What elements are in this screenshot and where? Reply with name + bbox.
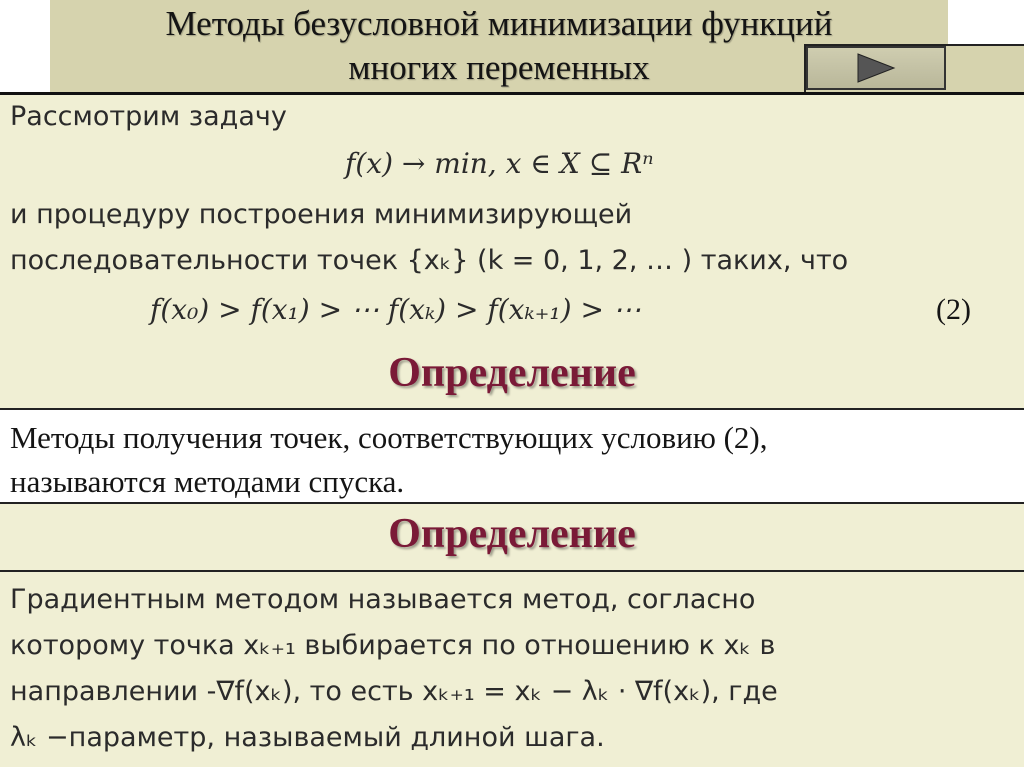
definition1-line2: называются методами спуска. (10, 464, 405, 499)
slide-title-line2: многих переменных (348, 48, 650, 87)
equation-number: (2) (936, 293, 971, 326)
problem-panel (0, 95, 1024, 408)
definition2-line2: которому точка xₖ₊₁ выбирается по отношению к xₖ в (10, 630, 776, 661)
definition2-line1: Градиентным методом называется метод, согласно (10, 584, 756, 615)
definition1-heading: Определение (388, 350, 636, 396)
slide-title-line1: Методы безусловной минимизации функций (165, 4, 833, 43)
problem-formula: f(x) → min, x ∈ X ⊆ Rⁿ (345, 147, 654, 180)
definition1-box (0, 408, 1024, 504)
problem-intro: Рассмотрим задачу (10, 101, 287, 132)
problem-text2: последовательности точек {xₖ} (k = 0, 1, 2, … ) таких, что (10, 245, 849, 276)
inequality-chain: f(x₀) > f(x₁) > ⋯ f(xₖ) > f(xₖ₊₁) > ⋯ (150, 293, 641, 326)
definition2-heading-panel (0, 504, 1024, 570)
definition1-line1: Методы получения точек, соответствующих условию (2), (10, 420, 768, 455)
definition2-heading: Определение (388, 511, 636, 557)
definition2-line4: λₖ −параметр, называемый длиной шага. (10, 722, 605, 753)
next-slide-button[interactable] (806, 46, 946, 90)
definition2-box (0, 570, 1024, 767)
problem-text1: и процедуру построения минимизирующей (10, 199, 633, 230)
play-triangle-icon (854, 52, 898, 84)
definition2-line3: направлении -∇f(xₖ), то есть xₖ₊₁ = xₖ − λₖ · ∇f(xₖ), где (10, 676, 778, 707)
